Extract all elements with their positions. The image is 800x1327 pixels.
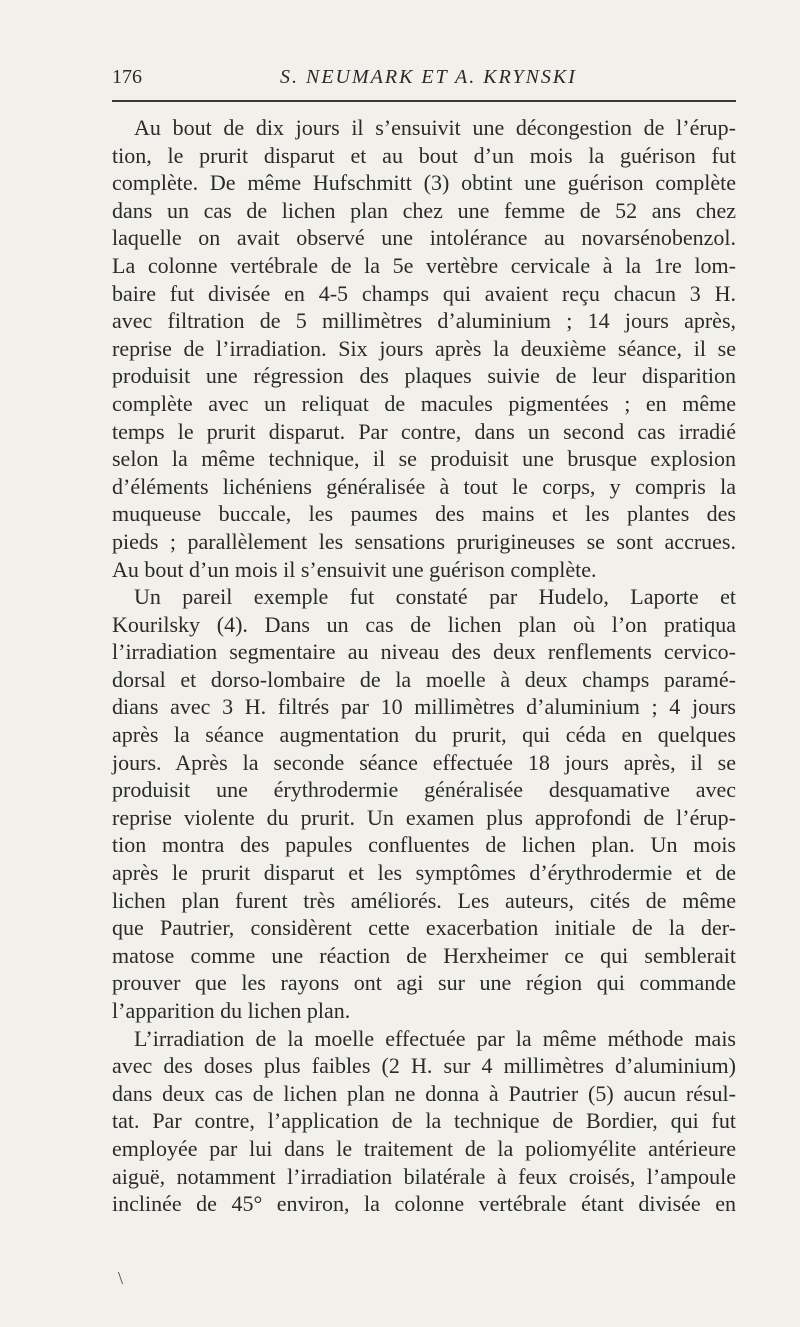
text-line: tion, le prurit disparut et au bout d’un mois la guérison fut	[112, 142, 736, 168]
text-line: inclinée de 45° environ, la colonne vertébrale étant divisée en	[112, 1191, 736, 1217]
text-line: reprise violente du prurit. Un examen plus approfondi de l’érup-	[112, 804, 736, 830]
text-line: dians avec 3 H. filtrés par 10 millimètres d’aluminium ; 4 jours	[112, 694, 736, 720]
text-line: reprise de l’irradiation. Six jours après la deuxième séance, il se	[112, 335, 736, 361]
text-line: tion montra des papules confluentes de lichen plan. Un mois	[112, 832, 736, 858]
running-title: S. NEUMARK ET A. KRYNSKI	[280, 66, 577, 88]
header-rule	[112, 100, 736, 102]
text-line: d’éléments lichéniens généralisée à tout le corps, y compris la	[112, 473, 736, 499]
text-line: produisit une régression des plaques suivie de leur disparition	[112, 363, 736, 389]
text-line: l’irradiation segmentaire au niveau des deux renflements cervico-	[112, 639, 736, 665]
text-line: complète avec un reliquat de macules pigmentées ; en même	[112, 390, 736, 416]
text-line: lichen plan furent très améliorés. Les auteurs, cités de même	[112, 887, 736, 913]
text-line: laquelle on avait observé une intolérance au novarsénobenzol.	[112, 225, 736, 251]
text-line: que Pautrier, considèrent cette exacerbation initiale de la der-	[112, 915, 736, 941]
text-line: pieds ; parallèlement les sensations prurigineuses se sont accrues.	[112, 528, 736, 554]
text-line: muqueuse buccale, les paumes des mains et les plantes des	[112, 501, 736, 527]
margin-mark: \	[118, 1268, 124, 1288]
text-line: l’apparition du lichen plan.	[112, 998, 351, 1023]
text-line: baire fut divisée en 4-5 champs qui avaient reçu chacun 3 H.	[112, 280, 736, 306]
text-line: prouver que les rayons ont agi sur une région qui commande	[112, 970, 736, 996]
text-line: avec des doses plus faibles (2 H. sur 4 millimètres d’aluminium)	[112, 1053, 736, 1079]
text-line: Au bout de dix jours il s’ensuivit une décongestion de l’érup-	[134, 115, 736, 140]
text-line: dorsal et dorso-lombaire de la moelle à deux champs paramé-	[112, 666, 736, 692]
text-line: complète. De même Hufschmitt (3) obtint une guérison complète	[112, 170, 736, 196]
text-line: temps le prurit disparut. Par contre, dans un second cas irradié	[112, 418, 736, 444]
text-line: produisit une érythrodermie généralisée desquamative avec	[112, 777, 736, 803]
text-line: matose comme une réaction de Herxheimer ce qui semblerait	[112, 942, 736, 968]
text-line: Au bout d’un mois il s’ensuivit une guérison complète.	[112, 556, 597, 582]
text-line: après la séance augmentation du prurit, qui céda en quelques	[112, 722, 736, 748]
text-line: aiguë, notamment l’irradiation bilatérale à feux croisés, l’ampoule	[112, 1163, 736, 1189]
text-line: La colonne vertébrale de la 5e vertèbre cervicale à la 1re lom-	[112, 252, 736, 278]
body-text	[112, 114, 736, 1218]
running-head	[112, 62, 736, 98]
text-line: tat. Par contre, l’application de la technique de Bordier, qui fut	[112, 1108, 736, 1134]
text-line: jours. Après la seconde séance effectuée 18 jours après, il se	[112, 749, 736, 775]
text-line: Un pareil exemple fut constaté par Hudelo, Laporte et	[134, 584, 736, 610]
book-page	[112, 62, 736, 1217]
page-number: 176	[112, 66, 142, 88]
text-line: employée par lui dans le traitement de la poliomyélite antérieure	[112, 1135, 736, 1161]
text-line: selon la même technique, il se produisit une brusque explosion	[112, 446, 736, 472]
text-line: après le prurit disparut et les symptômes d’érythrodermie et de	[112, 860, 736, 886]
text-line: dans un cas de lichen plan chez une femme de 52 ans chez	[112, 197, 736, 223]
text-line: Kourilsky (4). Dans un cas de lichen plan où l’on pratiqua	[112, 611, 736, 637]
text-line: dans deux cas de lichen plan ne donna à Pautrier (5) aucun résul-	[112, 1080, 736, 1106]
text-line: L’irradiation de la moelle effectuée par la même méthode mais	[134, 1025, 736, 1051]
text-line: avec filtration de 5 millimètres d’aluminium ; 14 jours après,	[112, 308, 736, 334]
